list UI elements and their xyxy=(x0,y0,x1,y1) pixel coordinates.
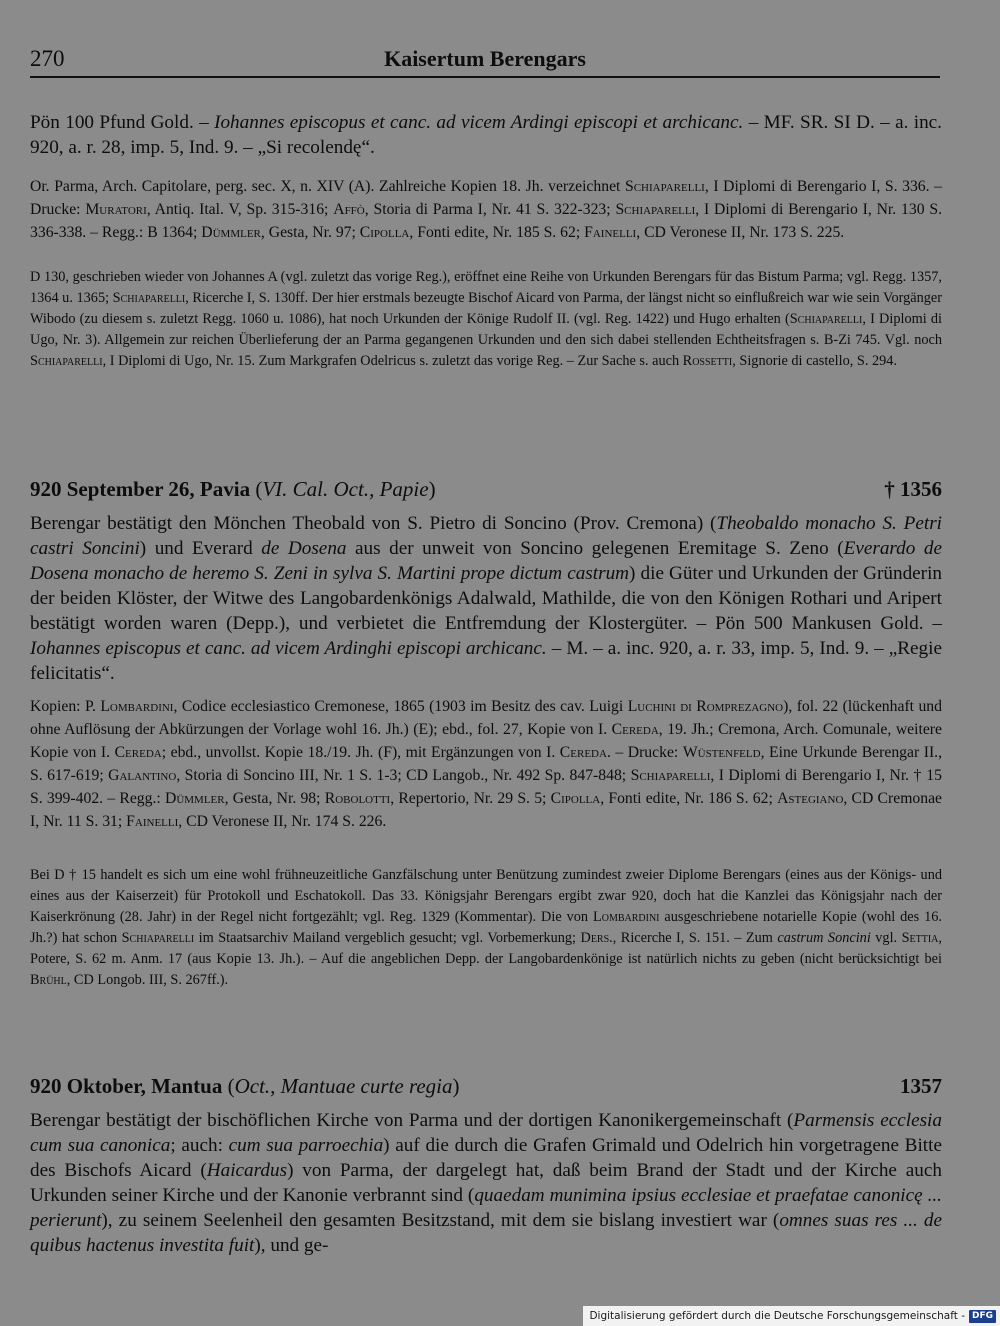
entry-date-place: 920 Oktober, Mantua xyxy=(30,1074,223,1098)
text-run: Berengar bestätigt den Mönchen Theobald von S. Pietro di Soncino (Prov. Cremona) ( xyxy=(30,513,717,534)
author-name: Luchini di Romprezagno xyxy=(627,698,784,715)
author-name: Schiaparelli xyxy=(615,201,696,218)
text-run: im Staatsarchiv Mailand vergeblich gesucht; vgl. Vorbemerkung; xyxy=(194,930,581,946)
text-run: , Potere, S. 62 m. Anm. 17 (aus Kopie 13. Jh.). – Auf die angeblichen Depp. der Langobardenkönige ist natürlich nichts zu geben (nicht berücksichtigt bei xyxy=(30,930,942,967)
text-run: , I Diplomi di Berengario I, S. 336. – Drucke: xyxy=(30,178,943,218)
prev-entry-main-text xyxy=(30,110,942,160)
latin-quote: Theobaldo monacho S. Petri castri Soncini xyxy=(30,513,943,559)
author-name: Lombardini xyxy=(592,909,660,925)
entry-number: 1357 xyxy=(900,1074,942,1098)
text-run: , Signorie di castello, S. 294. xyxy=(732,353,898,369)
text-run: , I Diplomi di Ugo, Nr. 3). Allgemein zur reichen Überlieferung der an Parma gegangenen Urkunden und den sich dabei stellenden Echtheitsfragen s. B-Zi 745. Vgl. noch xyxy=(30,311,942,348)
text-run: , CD Longob. III, S. 267ff.). xyxy=(66,972,229,988)
text-run: . – Drucke: xyxy=(606,744,683,761)
author-name: Ders. xyxy=(580,930,613,946)
author-name: Rossetti xyxy=(682,353,733,369)
author-name: Schiaparelli xyxy=(112,290,186,306)
text-run: , Codice ecclesiastico Cremonese, 1865 (1903 im Besitz des cav. Luigi xyxy=(173,698,628,715)
entry-number: † 1356 xyxy=(884,477,942,501)
text-run: Bei D † 15 handelt es sich um eine wohl frühneuzeitliche Ganzfälschung unter Benützung zumindest zweier Diplome Berengars (eines aus der Königs- und eines aus der Kaiserzeit) für Protokoll und Eschatokoll. Das 33. Königsjahr Berengars ergibt zwar 920, doch hat die Kanzlei das Königsjahr nach der Kaiserkrönung (28. Jahr) in der Regel nicht fortgezählt; vgl. Reg. 1329 (Kommentar). Die von xyxy=(30,867,942,925)
author-name: Lombardini xyxy=(100,698,174,715)
latin-quote: Everardo de Dosena monacho de heremo S. Zeni in sylva S. Martini prope dictum castrum xyxy=(30,538,942,584)
author-name: Cereda xyxy=(559,744,607,761)
latin-quote: Iohannes episcopus et canc. ad vicem Ardingi episcopi et archicanc. xyxy=(214,112,744,133)
text-run: , I Diplomi di Ugo, Nr. 15. Zum Markgrafen Odelricus s. zuletzt das vorige Reg. – Zur Sache s. auch xyxy=(102,353,683,369)
text-run: ), und ge- xyxy=(254,1235,329,1256)
page-header xyxy=(30,44,940,78)
text-run: , I Diplomi di Berengario I, Nr. 130 S. 336-338. – Regg.: B 1364; xyxy=(30,201,942,241)
text-run: , Ricerche I, S. 130ff. Der hier erstmals bezeugte Bischof Aicard von Parma, der längst nicht so einflußreich war wie sein Vorgänger Wibodo (zu diesem s. zuletzt Regg. 1060 u. 1086), hat noch Urkunden der Könige Rudolf II. (vgl. Reg. 1422) und Hugo erhalten ( xyxy=(30,290,942,327)
text-run: , Gesta, Nr. 98; xyxy=(224,790,325,807)
text-run: ) auf die durch die Grafen Grimald und Odelrich hin vorgetragene Bitte des Bischofs Aicard ( xyxy=(30,1135,942,1181)
text-run: , CD Veronese II, Nr. 173 S. 225. xyxy=(636,224,845,241)
text-run: Or. Parma, Arch. Capitolare, perg. sec. X, n. XIV (A). Zahlreiche Kopien 18. Jh. verzeichnet xyxy=(30,178,625,195)
entry-1356-main-text xyxy=(30,511,942,686)
text-run: ), fol. 22 (lückenhaft und ohne Auflösung der Abkürzungen der Vorlage wohl 16. Jh.) (E); ebd., fol. 27, Kopie von I. xyxy=(30,698,942,738)
text-run: , Ricerche I, S. 151. – Zum xyxy=(612,930,778,946)
entry-date-place: 920 September 26, Pavia xyxy=(30,477,251,501)
entry-heading-1357: 920 Oktober, Mantua (Oct., Mantuae curte regia) 1357 xyxy=(30,1071,942,1101)
prev-entry-sources xyxy=(30,175,942,244)
author-name: Settia xyxy=(901,930,939,946)
text-run: – MF. SR. SI D. – a. inc. 920, a. r. 28, imp. 5, Ind. 9. – „Si recolendę“. xyxy=(30,112,942,158)
text-run: aus der unweit von Soncino gelegenen Eremitage S. Zeno ( xyxy=(346,538,844,559)
text-run: vgl. xyxy=(870,930,902,946)
text-run: D 130, geschrieben wieder von Johannes A (vgl. zuletzt das vorige Reg.), eröffnet eine Reihe von Urkunden Berengars für das Bistum Parma; vgl. Regg. 1357, 1364 u. 1365; xyxy=(30,269,942,306)
digitization-credit xyxy=(583,1306,1000,1326)
entry-date-latin: VI. Cal. Oct., Papie xyxy=(262,477,429,501)
text-run: , Eine Urkunde Berengar II., S. 617-619; xyxy=(30,744,943,784)
running-title: Kaisertum Berengars xyxy=(384,46,586,71)
author-name: Affò xyxy=(333,201,365,218)
text-run: , CD Veronese II, Nr. 174 S. 226. xyxy=(178,813,387,830)
text-run: ), zu seinem Seelenheil den gesamten Besitzstand, mit dem sie bislang investiert war ( xyxy=(101,1210,780,1231)
latin-quote: castrum Soncini xyxy=(777,930,871,946)
author-name: Cipolla xyxy=(359,224,410,241)
dfg-logo: DFG xyxy=(969,1310,996,1323)
author-name: Wüstenfeld xyxy=(682,744,761,761)
latin-quote: quaedam munimina ipsius ecclesiae et praefatae canonicę ... perierunt xyxy=(30,1185,942,1231)
entry-1356-sources xyxy=(30,695,942,833)
page-number: 270 xyxy=(30,46,65,71)
author-name: Fainelli xyxy=(584,224,637,241)
latin-quote: Haicardus xyxy=(206,1160,288,1181)
author-name: Schiaparelli xyxy=(789,311,863,327)
author-name: Muratori xyxy=(85,201,147,218)
entry-1357-main-text xyxy=(30,1108,942,1258)
text-run: Pön 100 Pfund Gold. – xyxy=(30,112,215,133)
author-name: Cereda xyxy=(611,721,659,738)
author-name: Brühl xyxy=(30,972,67,988)
text-run: , Storia di Soncino III, Nr. 1 S. 1-3; CD Langob., Nr. 492 Sp. 847-848; xyxy=(176,767,631,784)
text-run: , Repertorio, Nr. 29 S. 5; xyxy=(390,790,551,807)
text-run: , Antiq. Ital. V, Sp. 315-316; xyxy=(146,201,334,218)
prev-entry-commentary xyxy=(30,267,942,372)
latin-quote: omnes suas res ... de quibus hactenus investita fuit xyxy=(30,1210,943,1256)
text-run: – M. – a. inc. 920, a. r. 33, imp. 5, Ind. 9. – „Regie felicitatis“. xyxy=(30,638,942,684)
credit-text: Digitalisierung gefördert durch die Deutsche Forschungsgemeinschaft - xyxy=(589,1310,965,1322)
author-name: Dümmler xyxy=(165,790,225,807)
text-run: , Fonti edite, Nr. 185 S. 62; xyxy=(409,224,585,241)
text-run: Berengar bestätigt der bischöflichen Kirche von Parma und der dortigen Kanonikergemeinschaft ( xyxy=(30,1110,794,1131)
entry-date-latin: Oct., Mantuae curte regia xyxy=(234,1074,453,1098)
author-name: Robolotti xyxy=(324,790,391,807)
text-run: ) die Güter und Urkunden der Gründerin der beiden Klöster, der Witwe des Langobardenkönigs Adalwald, Mathilde, die von den Königen Rothari und Aripert bestätigt worden waren (Depp.), und verbietet die Entfremdung der Klostergüter. – Pön 500 Mankusen Gold. – xyxy=(30,563,942,634)
author-name: Schiaparelli xyxy=(30,353,103,369)
author-name: Schiaparelli xyxy=(121,930,195,946)
text-run: ) von Parma, der dargelegt hat, daß beim Brand der Stadt und der Kirche auch Urkunden seiner Kirche und der Kanonie verbrannt sind ( xyxy=(30,1160,942,1206)
text-run: , I Diplomi di Berengario I, Nr. † 15 S. 399-402. – Regg.: xyxy=(30,767,942,807)
author-name: Cereda xyxy=(114,744,162,761)
text-run: ausgeschriebene notarielle Kopie (wohl des 16. Jh.?) hat schon xyxy=(30,909,942,946)
text-run: , Storia di Parma I, Nr. 41 S. 322-323; xyxy=(364,201,616,218)
text-run: Kopien: P. xyxy=(30,698,101,715)
text-run: , 19. Jh.; Cremona, Arch. Comunale, weitere Kopie von I. xyxy=(30,721,942,761)
latin-quote: Parmensis ecclesia cum sua canonica xyxy=(30,1110,942,1156)
author-name: Fainelli xyxy=(126,813,179,830)
author-name: Astegiano xyxy=(777,790,844,807)
author-name: Cipolla xyxy=(550,790,601,807)
text-run: , CD Cremonae I, Nr. 11 S. 31; xyxy=(30,790,943,830)
text-run: ) und Everard xyxy=(139,538,262,559)
author-name: Dümmler xyxy=(201,224,261,241)
text-run: ; ebd., unvollst. Kopie 18./19. Jh. (F), mit Ergänzungen von I. xyxy=(161,744,560,761)
entry-1356-commentary xyxy=(30,865,942,991)
latin-quote: Iohannes episcopus et canc. ad vicem Ardinghi episcopi archicanc. xyxy=(30,638,547,659)
text-run: ; auch: xyxy=(170,1135,229,1156)
text-run: , Gesta, Nr. 97; xyxy=(260,224,360,241)
latin-quote: cum sua parroechia xyxy=(228,1135,384,1156)
author-name: Schiaparelli xyxy=(625,178,705,195)
entry-heading-1356: 920 September 26, Pavia (VI. Cal. Oct., Papie) † 1356 xyxy=(30,474,942,504)
author-name: Schiaparelli xyxy=(630,767,711,784)
author-name: Galantino xyxy=(108,767,177,784)
latin-quote: de Dosena xyxy=(261,538,347,559)
text-run: , Fonti edite, Nr. 186 S. 62; xyxy=(600,790,778,807)
